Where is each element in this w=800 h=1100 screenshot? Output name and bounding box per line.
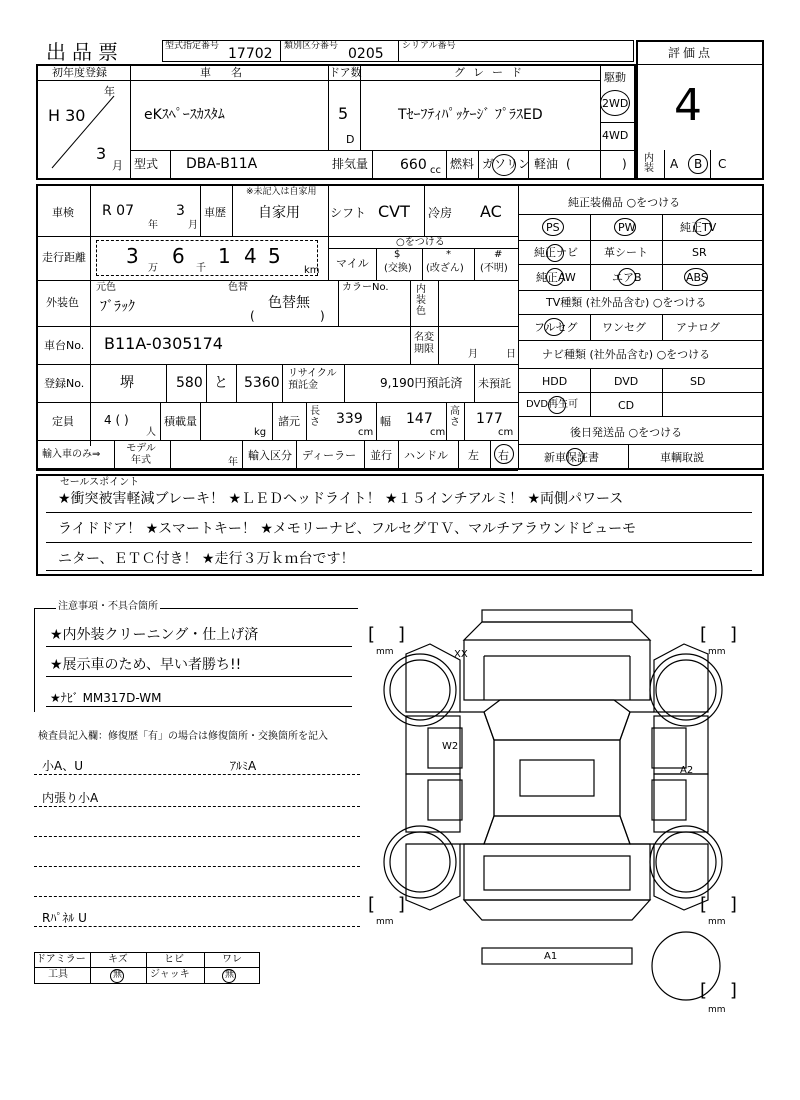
tire-bracket-fr: [ ] <box>700 624 737 645</box>
jack-label: ジャッキ <box>150 969 190 980</box>
tire-bracket-fl: [ ] <box>368 624 405 645</box>
mirror-header-1: ドアミラー <box>36 954 86 965</box>
mm-rl: mm <box>376 917 394 927</box>
mileage-digit-4: 4 <box>244 244 257 268</box>
interior-c: C <box>718 157 727 171</box>
reg-class: 580 <box>176 375 203 391</box>
exchange-symbol: $ <box>394 249 401 260</box>
drive-label: 駆動 <box>604 71 626 84</box>
later-warranty-circle <box>566 448 584 466</box>
model-value: DBA-B11A <box>186 156 258 172</box>
equip-tv-circle <box>694 218 712 236</box>
year-unit: 年 <box>104 85 115 98</box>
equip-airbag-circle <box>618 268 636 286</box>
model-label: 型式 <box>134 157 159 171</box>
fuel-gasoline-circle <box>492 154 516 176</box>
mirror-header-2: キズ <box>108 954 128 965</box>
tv-fullseg-circle <box>544 318 564 336</box>
fuel-gasoline: ガソリン <box>482 157 531 171</box>
ac-value: AC <box>480 202 502 221</box>
grade-label: グレード <box>454 66 530 79</box>
recycle-value: 9,190円預託済 <box>380 376 463 390</box>
score-value: 4 <box>674 80 702 131</box>
equipment-title: 純正装備品 ○をつける <box>568 196 681 209</box>
fuel-label: 燃料 <box>450 157 475 171</box>
chassis-label: 車台No. <box>44 339 85 352</box>
tv-analog: アナログ <box>676 321 720 334</box>
color-label: 外装色 <box>46 296 79 309</box>
sales-line-1: ★衝突被害軽減ブレーキ！ ★ＬＥＤヘッドライト！ ★１５インチアルミ！ ★両側パワース <box>58 491 624 507</box>
mm-fl: mm <box>376 647 394 657</box>
tamper-symbol: * <box>446 249 451 260</box>
type-value: 17702 <box>228 46 273 62</box>
car-name-label: 車名 <box>200 66 262 79</box>
doors-label: ドア数 <box>329 66 362 79</box>
mileage-digit-3: 1 <box>218 244 231 268</box>
class-label: 類別区分番号 <box>284 41 339 51</box>
inspector-line-2: 内張り小A <box>42 791 99 805</box>
jack-value: 無 <box>225 970 235 980</box>
nc-month: 月 <box>468 349 478 360</box>
fuel-diesel: 軽油 <box>534 157 559 171</box>
handle-label: ハンドル <box>404 449 448 462</box>
first-reg-month: 3 <box>96 144 107 163</box>
length-label: 長さ <box>310 406 320 428</box>
car-name: eKｽﾍﾟｰｽｶｽﾀﾑ <box>144 107 225 123</box>
length-cm: cm <box>358 427 374 438</box>
sales-line-2: ライドドア！ ★スマートキー！ ★メモリーナビ、フルセグＴＶ、マルチアラウンドビューモ <box>58 521 637 537</box>
load-label: 積載量 <box>164 415 197 428</box>
cc-unit: cc <box>430 165 441 176</box>
recycle-unpaid: 未預託 <box>478 377 511 390</box>
man-unit: 万 <box>148 263 158 274</box>
mileage-mark-label: ○をつける <box>396 237 445 248</box>
color-no-label: カラーNo. <box>342 282 389 293</box>
inspector-line-1-left: 小A、U <box>42 759 83 773</box>
mirror-header-4: ワレ <box>222 954 242 965</box>
equip-leather: 革シート <box>604 246 648 259</box>
recycle-label: リサイクル預託金 <box>288 368 337 391</box>
shift-label: シフト <box>330 206 367 220</box>
tool-label: 工具 <box>48 969 68 980</box>
displacement-label: 排気量 <box>332 157 369 171</box>
dealer-option: ディーラー <box>302 449 357 462</box>
left-handle: 左 <box>468 449 479 462</box>
interior-b-circle <box>688 154 708 174</box>
mirror-header-3: ヒビ <box>164 954 184 965</box>
notes-title: 注意事項・不具合箇所 <box>58 601 158 612</box>
sales-line-3: ニター、ＥＴＣ付き！ ★走行３万ｋｍ台です！ <box>58 551 355 567</box>
nav-title: ナビ種類 (社外品含む) ○をつける <box>542 348 711 361</box>
repaint-paren-close: ) <box>320 309 325 323</box>
import-label: 輸入車のみ⇒ <box>42 449 101 460</box>
unknown-option: (不明) <box>480 263 508 274</box>
orig-color: ﾌﾞﾗｯｸ <box>100 299 135 315</box>
score-label: 評価点 <box>668 46 714 60</box>
equip-aw-circle <box>546 268 564 286</box>
history-value: 自家用 <box>258 205 300 221</box>
interior-color-label: 内装色 <box>416 284 426 317</box>
later-warranty: 新車保証書 <box>544 451 599 464</box>
form-title: 出品票 <box>46 40 124 64</box>
interior-label: 内装 <box>644 153 654 174</box>
tire-bracket-rr: [ ] <box>700 894 737 915</box>
repaint-paren-open: ( <box>250 309 255 323</box>
interior-b: B <box>694 157 703 171</box>
right-handle-circle <box>494 444 514 464</box>
notes-line-3: ★ﾅﾋﾞ MM317D-WM <box>50 691 162 705</box>
width-value: 147 <box>406 411 433 427</box>
tv-title: TV種類 (社外品含む) ○をつける <box>546 296 707 309</box>
inspection-era: R 07 <box>102 203 134 219</box>
first-reg-label: 初年度登録 <box>52 66 107 79</box>
dimensions-label: 諸元 <box>278 415 300 428</box>
equip-ps: PS <box>546 221 560 234</box>
height-label: 高さ <box>450 406 460 428</box>
nav-dvd-play: DVD再生可 <box>526 399 579 410</box>
mileage-digit-2: 6 <box>172 244 185 268</box>
width-label: 幅 <box>380 415 391 428</box>
type-label: 型式指定番号 <box>165 41 220 51</box>
width-cm: cm <box>430 427 446 438</box>
equip-abs: ABS <box>686 271 708 284</box>
name-change-label: 名変期限 <box>414 332 434 355</box>
inspection-month: 3 <box>176 203 185 219</box>
nav-dvd-play-circle <box>548 396 566 414</box>
paren-close: ) <box>622 157 627 171</box>
drive-2wd-circle <box>600 90 630 116</box>
capacity-label: 定員 <box>52 415 74 428</box>
tv-oneseg: ワンセグ <box>602 321 646 334</box>
height-cm: cm <box>498 427 514 438</box>
import-class-label: 輸入区分 <box>248 449 292 462</box>
reg-kana: と <box>214 375 228 391</box>
equip-navi-circle <box>546 244 564 262</box>
tool-value: 無 <box>113 970 123 980</box>
equip-pw: PW <box>618 221 636 234</box>
unknown-symbol: # <box>494 249 503 260</box>
sen-unit: 千 <box>196 263 206 274</box>
right-handle: 右 <box>498 449 509 462</box>
exchange-option: (交換) <box>384 263 412 274</box>
tire-bracket-spare: [ ] <box>700 980 737 1001</box>
kg-unit: kg <box>254 427 267 438</box>
mile-option: マイル <box>336 257 369 270</box>
reg-number: 5360 <box>244 375 280 391</box>
equip-abs-circle <box>684 268 708 286</box>
reg-area: 堺 <box>120 375 134 391</box>
shift-value: CVT <box>378 202 410 221</box>
height-value: 177 <box>476 411 503 427</box>
capacity-unit: 人 <box>146 427 156 438</box>
mark-bumper: A1 <box>544 951 558 962</box>
orig-color-label: 元色 <box>96 282 116 293</box>
mm-spare: mm <box>708 1005 726 1015</box>
doors-value: 5 <box>338 104 349 123</box>
door-type: D <box>346 133 355 146</box>
nav-cd: CD <box>618 399 635 412</box>
mileage-digit-5: 5 <box>268 244 281 268</box>
mark-front: XX <box>454 649 468 660</box>
model-year-unit: 年 <box>228 457 238 468</box>
car-diagram <box>360 600 760 1020</box>
inspection-month-unit: 月 <box>188 220 198 231</box>
grade-value: Tｾｰﾌﾃｨﾊﾟｯｹｰｼﾞ ﾌﾟﾗｽED <box>398 107 543 123</box>
nav-sd: SD <box>690 375 706 388</box>
first-reg-era: H 30 <box>48 106 86 125</box>
serial-label: シリアル番号 <box>402 41 456 51</box>
nc-day: 日 <box>506 349 516 360</box>
repaint-value: 色替無 <box>268 295 310 311</box>
tv-fullseg: フルセグ <box>534 321 578 334</box>
inspector-line-1-right: ｱﾙﾐA <box>230 759 257 773</box>
reg-label: 登録No. <box>44 377 85 390</box>
equip-sr: SR <box>692 246 707 259</box>
equip-ps-circle <box>542 218 564 236</box>
tire-bracket-rl: [ ] <box>368 894 405 915</box>
drive-4wd: 4WD <box>602 129 629 142</box>
notes-line-1: ★内外装クリーニング・仕上げ済 <box>50 627 259 643</box>
history-note: ※未記入は自家用 <box>246 187 317 197</box>
drive-2wd: 2WD <box>602 97 629 110</box>
mark-left-door: W2 <box>442 741 459 752</box>
inspection-year-unit: 年 <box>148 220 158 231</box>
displacement-value: 660 <box>400 157 427 173</box>
mark-right-side: A2 <box>680 765 694 776</box>
mileage-label: 走行距離 <box>42 251 86 264</box>
paren-open: ( <box>566 157 571 171</box>
notes-line-2: ★展示車のため、早い者勝ち!! <box>50 657 242 673</box>
class-value: 0205 <box>348 46 384 62</box>
tamper-option: (改ざん) <box>426 263 464 274</box>
nav-hdd: HDD <box>542 375 568 388</box>
mileage-digit-1: 3 <box>126 244 139 268</box>
ac-label: 冷房 <box>428 206 453 220</box>
later-manual: 車輌取説 <box>660 451 704 464</box>
nav-dvd: DVD <box>614 375 639 388</box>
diagonal-slash <box>48 92 118 172</box>
sales-title: セールスポイント <box>60 477 140 488</box>
mm-fr: mm <box>708 647 726 657</box>
interior-a: A <box>670 157 679 171</box>
history-label: 車歴 <box>204 206 226 219</box>
jack-value-circle <box>222 969 236 983</box>
capacity-value: 4 ( ) <box>104 413 129 427</box>
equip-navi: 純正ナビ <box>534 246 578 259</box>
mm-rr: mm <box>708 917 726 927</box>
inspector-title: 検査員記入欄：修復歴「有」の場合は修復箇所・交換箇所を記入 <box>38 731 328 742</box>
month-unit: 月 <box>112 159 123 172</box>
model-year-label: モデル年式 <box>126 443 156 466</box>
chassis-value: B11A-0305174 <box>104 334 223 353</box>
equip-aw: 純正AW <box>536 271 576 284</box>
equip-tv: 純正TV <box>680 221 717 234</box>
inspection-label: 車検 <box>52 206 74 219</box>
length-value: 339 <box>336 411 363 427</box>
repaint-label: 色替 <box>228 282 248 293</box>
km-unit: km <box>304 265 320 276</box>
inspector-line-3: Rﾊﾟﾈﾙ U <box>42 911 87 925</box>
equip-airbag: エアB <box>612 271 642 284</box>
tool-value-circle <box>110 969 124 983</box>
later-title: 後日発送品 ○をつける <box>570 426 683 439</box>
parallel-option: 並行 <box>370 449 392 462</box>
equip-pw-circle <box>614 218 636 236</box>
